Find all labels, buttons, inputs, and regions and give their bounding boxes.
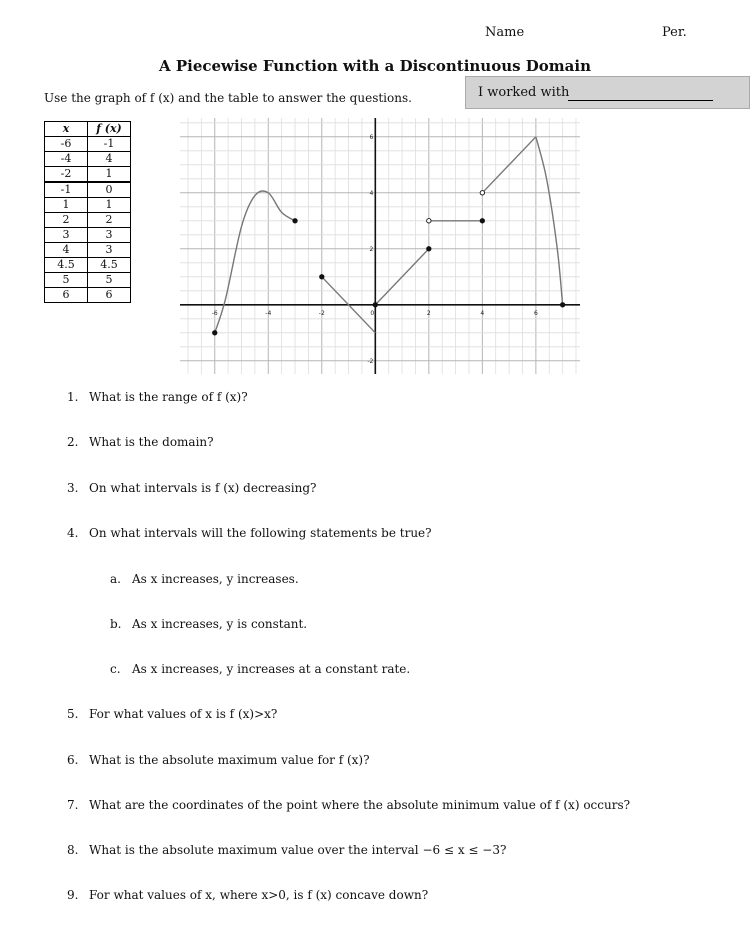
table-row — [45, 198, 131, 213]
question-number: 7. — [67, 798, 79, 812]
worked-with-blank[interactable] — [568, 100, 713, 101]
axes — [180, 118, 580, 374]
table-cell-x: -2 — [45, 167, 88, 183]
question-text: What is the absolute maximum value for f (x)? — [89, 753, 370, 767]
open-point — [427, 219, 431, 223]
question-text: As x increases, y increases. — [132, 572, 299, 586]
table-header-fx: f (x) — [88, 122, 131, 137]
question-6 — [110, 617, 307, 631]
question-text: On what intervals will the following statements be true? — [89, 526, 432, 540]
open-point — [480, 191, 484, 195]
question-9 — [67, 753, 370, 767]
table-cell-x: 2 — [45, 213, 88, 228]
question-10 — [67, 798, 630, 812]
table-cell-fx: 6 — [88, 288, 131, 303]
table-cell-fx: 2 — [88, 213, 131, 228]
question-number: 3. — [67, 481, 79, 495]
question-number: 6. — [67, 753, 79, 767]
question-text: What are the coordinates of the point where the absolute minimum value of f (x) occurs? — [89, 798, 631, 812]
x-tick-label: -2 — [318, 309, 325, 317]
values-table — [44, 121, 131, 303]
x-tick-label: -6 — [211, 309, 218, 317]
closed-point — [320, 275, 324, 279]
question-text: As x increases, y increases at a constant rate. — [132, 662, 411, 676]
table-row — [45, 243, 131, 258]
question-number: 2. — [67, 435, 79, 449]
closed-point — [293, 219, 297, 223]
question-2 — [67, 435, 214, 449]
x-tick-label: 2 — [426, 309, 431, 317]
question-number: 5. — [67, 707, 79, 721]
table-cell-x: 1 — [45, 198, 88, 213]
grid — [180, 118, 580, 374]
worked-with-box[interactable] — [465, 76, 750, 109]
closed-point — [480, 219, 484, 223]
table-cell-fx: 4.5 — [88, 258, 131, 273]
name-label: Name — [485, 25, 525, 40]
question-text: What is the absolute maximum value over the interval −6 ≤ x ≤ −3? — [89, 843, 507, 857]
table-cell-x: 4 — [45, 243, 88, 258]
question-12 — [67, 888, 428, 902]
table-cell-fx: 3 — [88, 228, 131, 243]
table-cell-fx: 5 — [88, 273, 131, 288]
y-tick-label: -2 — [367, 357, 374, 365]
table-row — [45, 137, 131, 152]
table-row — [45, 182, 131, 198]
question-text: What is the domain? — [89, 435, 214, 449]
function-graph — [180, 118, 580, 374]
table-header-x: x — [45, 122, 88, 137]
question-7 — [110, 662, 410, 676]
question-3 — [67, 481, 317, 495]
x-tick-label: 0 — [370, 309, 375, 317]
closed-point — [560, 303, 564, 307]
question-4 — [67, 526, 432, 540]
table-cell-x: 6 — [45, 288, 88, 303]
question-number: 1. — [67, 390, 79, 404]
table-cell-x: 4.5 — [45, 258, 88, 273]
worked-with-label: I worked with — [478, 85, 570, 100]
instructions: Use the graph of f (x) and the table to answer the questions. — [44, 91, 412, 105]
y-tick-label: 6 — [369, 133, 374, 141]
table-header-row — [45, 122, 131, 137]
table-row — [45, 228, 131, 243]
question-11 — [67, 843, 506, 857]
table-cell-fx: 1 — [88, 198, 131, 213]
table-cell-x: 5 — [45, 273, 88, 288]
period-label: Per. — [662, 25, 687, 40]
x-tick-label: 6 — [533, 309, 538, 317]
table-cell-fx: 0 — [88, 182, 131, 198]
question-text: For what values of x, where x>0, is f (x) concave down? — [89, 888, 429, 902]
question-number: b. — [110, 617, 122, 631]
table-row — [45, 213, 131, 228]
table-cell-x: -1 — [45, 182, 88, 198]
table-cell-x: 3 — [45, 228, 88, 243]
table-row — [45, 273, 131, 288]
x-tick-label: 4 — [480, 309, 485, 317]
question-number: 8. — [67, 843, 79, 857]
question-1 — [67, 390, 248, 404]
table-cell-fx: 3 — [88, 243, 131, 258]
question-text: For what values of x is f (x)>x? — [89, 707, 278, 721]
table-cell-fx: 4 — [88, 152, 131, 167]
question-number: c. — [110, 662, 121, 676]
question-text: On what intervals is f (x) decreasing? — [89, 481, 317, 495]
table-row — [45, 167, 131, 183]
y-tick-label: 4 — [369, 189, 374, 197]
closed-point — [373, 303, 377, 307]
x-tick-label: -4 — [265, 309, 272, 317]
table-cell-x: -4 — [45, 152, 88, 167]
question-8 — [67, 707, 277, 721]
table-cell-fx: 1 — [88, 167, 131, 183]
table-row — [45, 258, 131, 273]
question-number: 9. — [67, 888, 79, 902]
question-number: 4. — [67, 526, 79, 540]
table-row — [45, 152, 131, 167]
question-text: As x increases, y is constant. — [132, 617, 308, 631]
table-cell-x: -6 — [45, 137, 88, 152]
closed-point — [213, 331, 217, 335]
question-5 — [110, 572, 299, 586]
question-number: a. — [110, 572, 121, 586]
page-title: A Piecewise Function with a Discontinuous Domain — [159, 57, 591, 75]
table-row — [45, 288, 131, 303]
question-text: What is the range of f (x)? — [89, 390, 248, 404]
y-tick-label: 2 — [369, 245, 374, 253]
table-cell-fx: -1 — [88, 137, 131, 152]
closed-point — [427, 247, 431, 251]
